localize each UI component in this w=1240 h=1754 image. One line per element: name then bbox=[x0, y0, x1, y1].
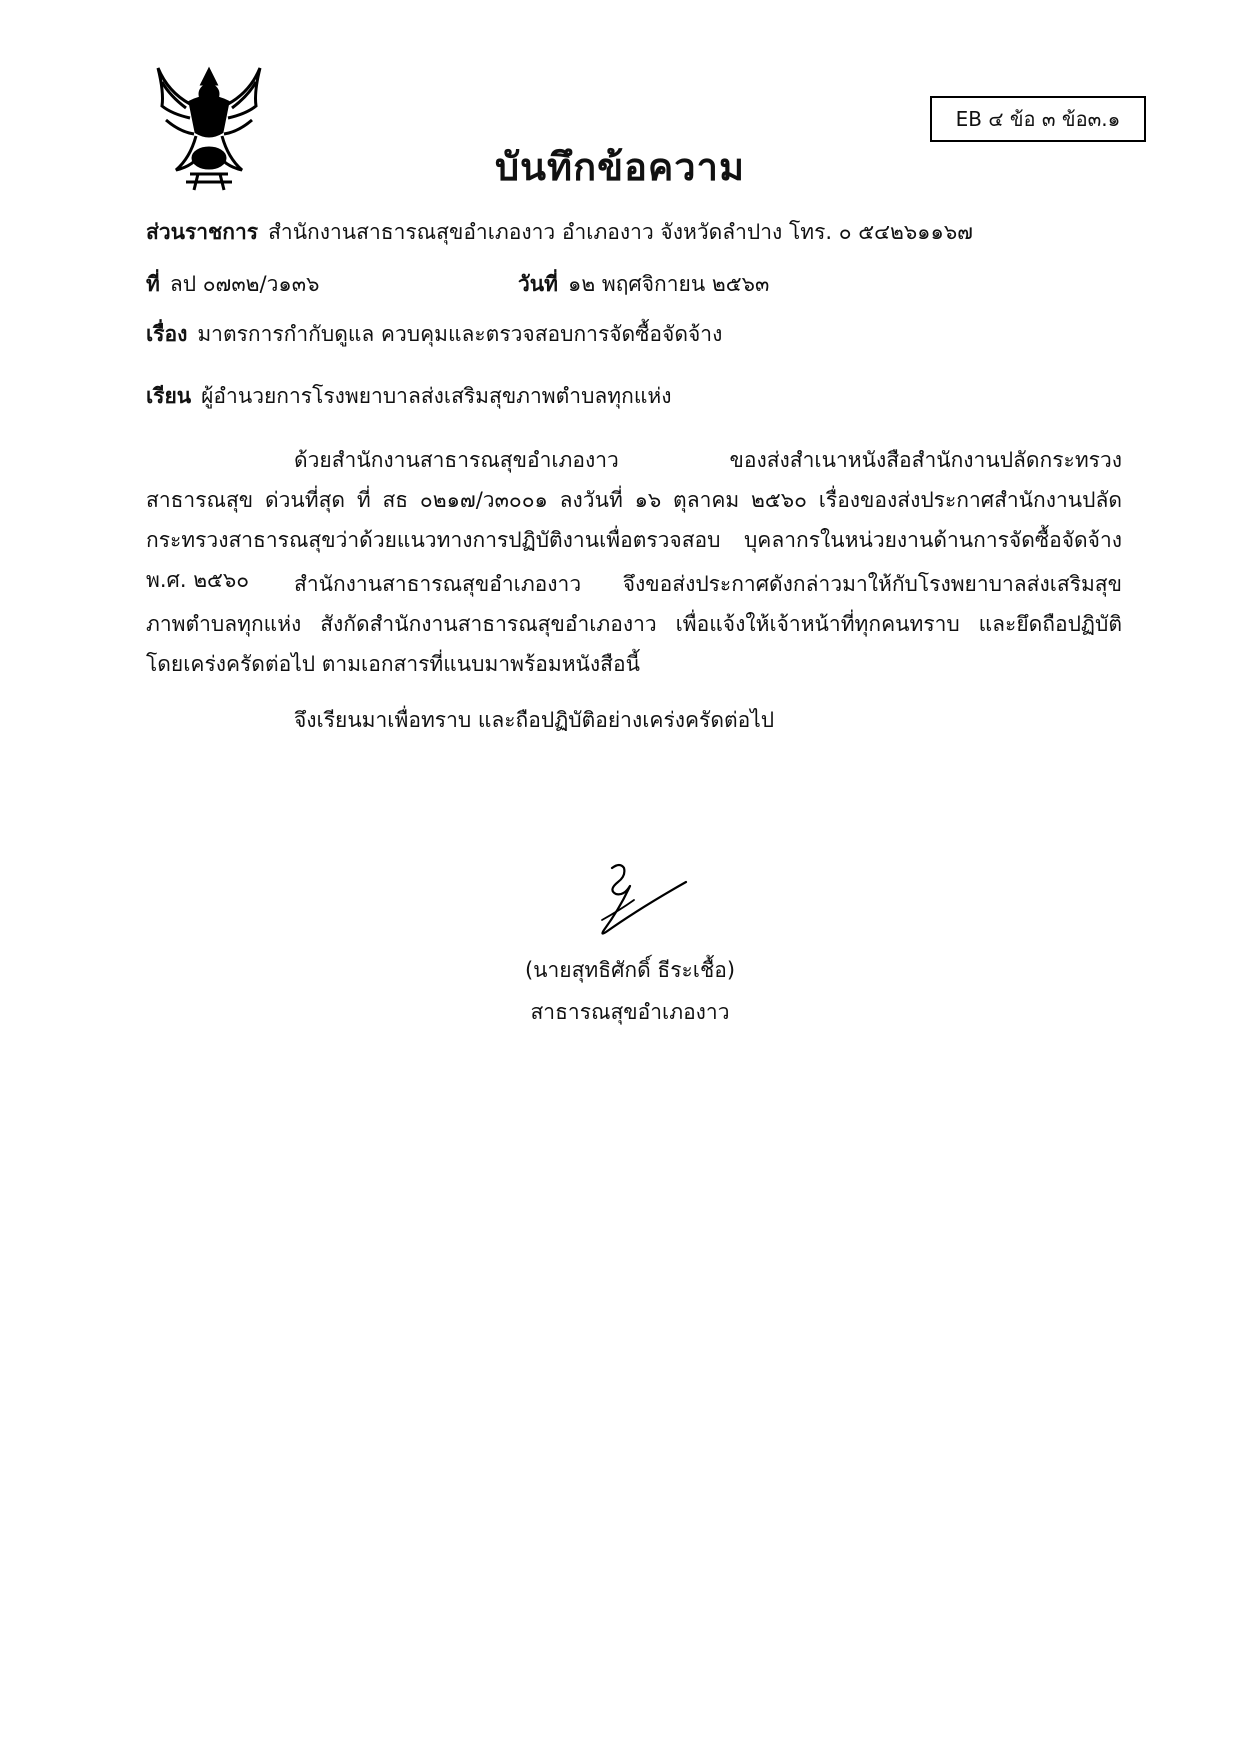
agency-value: สำนักงานสาธารณสุขอำเภองาว อำเภองาว จังหวัดลำปาง โทร. ๐ ๕๔๒๖๑๑๖๗ bbox=[268, 220, 973, 244]
body-paragraph-2 bbox=[146, 564, 1122, 684]
recipient-label: เรียน bbox=[146, 384, 192, 408]
subject-label: เรื่อง bbox=[146, 322, 188, 346]
signatory-name: (นายสุทธิศักดิ์ ธีระเชื้อ) bbox=[524, 958, 736, 982]
agency-label: ส่วนราชการ bbox=[146, 220, 259, 244]
date-label: วันที่ bbox=[518, 272, 558, 296]
document-title: บันทึกข้อความ bbox=[494, 145, 746, 189]
closing-text: จึงเรียนมาเพื่อทราบ และถือปฏิบัติอย่างเคร่งครัดต่อไป bbox=[294, 708, 775, 732]
paragraph-2-text: สำนักงานสาธารณสุขอำเภองาว จึงขอส่งประกาศดังกล่าวมาให้กับโรงพยาบาลส่งเสริมสุขภาพตำบลทุกแห่ง สังกัดสำนักงานสาธารณสุขอำเภองาว เพื่อแจ้งให้เจ้าหน้าที่ทุกคนทราบ และยึดถือปฏิบัติโดยเคร่งครัดต่อไป ตามเอกสารที่แนบมาพร้อมหนังสือนี้ bbox=[146, 572, 1122, 676]
reference-value: ลป ๐๗๓๒/ว๑๓๖ bbox=[169, 272, 320, 296]
recipient-line bbox=[146, 380, 671, 413]
date-line bbox=[518, 268, 769, 301]
date-value: ๑๒ พฤศจิกายน ๒๕๖๓ bbox=[568, 272, 770, 296]
signatory-position: สาธารณสุขอำเภองาว bbox=[530, 1000, 730, 1024]
handwritten-signature bbox=[590, 860, 700, 940]
recipient-value: ผู้อำนวยการโรงพยาบาลส่งเสริมสุขภาพตำบลทุกแห่ง bbox=[201, 384, 672, 408]
reference-text: EB ๔ ข้อ ๓ ข้อ๓.๑ bbox=[955, 107, 1121, 131]
agency-line bbox=[146, 216, 973, 249]
subject-value: มาตรการกำกับดูแล ควบคุมและตรวจสอบการจัดซื้อจัดจ้าง bbox=[197, 322, 723, 346]
reference-label: ที่ bbox=[146, 272, 160, 296]
subject-line bbox=[146, 318, 722, 351]
reference-number-line bbox=[146, 268, 319, 301]
paragraph-1-text: ด้วยสำนักงานสาธารณสุขอำเภองาว ของส่งสำเนาหนังสือสำนักงานปลัดกระทรวงสาธารณสุข ด่วนที่สุด ที่ สธ ๐๒๑๗/ว๓๐๐๑ ลงวันที่ ๑๖ ตุลาคม ๒๕๖๐ เรื่องของส่งประกาศสำนักงานปลัดกระทรวงสาธารณสุขว่าด้วยแนวทางการปฏิบัติงานเพื่อตรวจสอบ บุคลากรในหน่วยงานด้านการจัดซื้อจัดจ้าง พ.ศ. ๒๕๖๐ bbox=[146, 448, 1122, 592]
closing-paragraph bbox=[146, 700, 1122, 740]
